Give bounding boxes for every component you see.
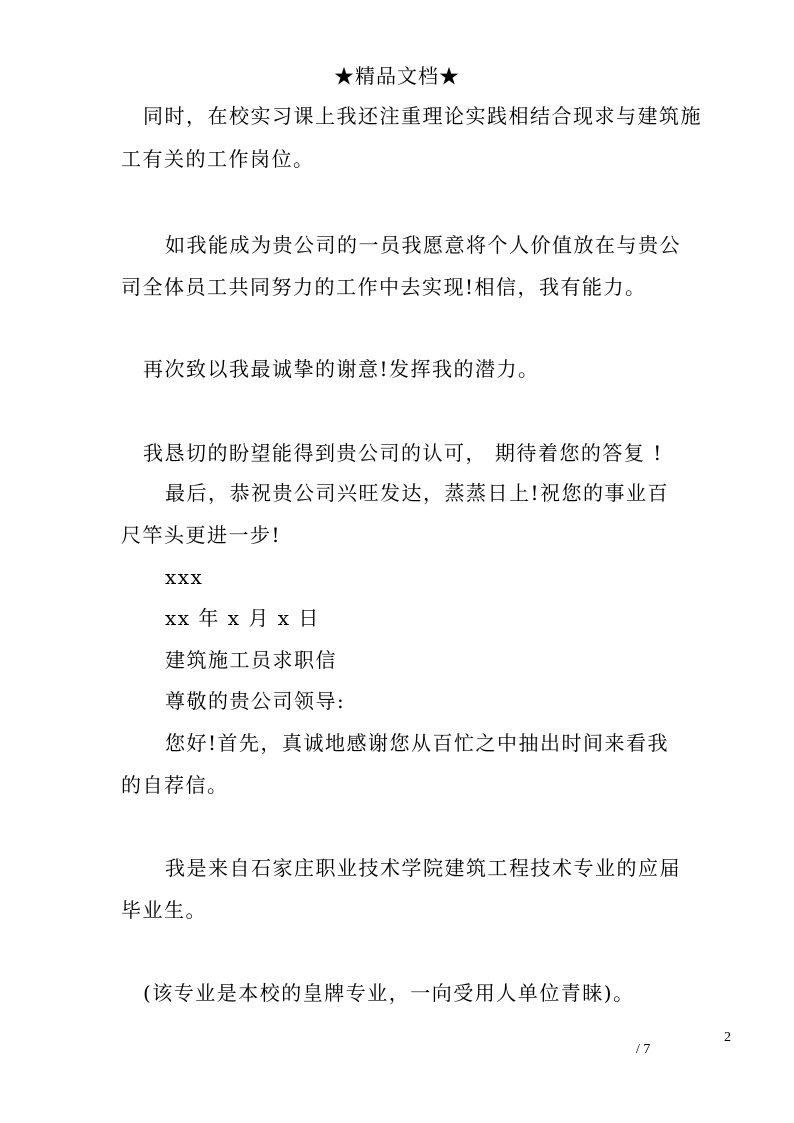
text-line: 尊敬的贵公司领导: xyxy=(165,689,346,713)
text-line: 尺竿头更进一步! xyxy=(121,523,282,547)
text-line: 的自荐信。 xyxy=(121,773,229,797)
text-line: (该专业是本校的皇牌专业，一向受用人单位青睐)。 xyxy=(143,981,635,1005)
page-number: 2 xyxy=(724,1030,731,1045)
page-total: / 7 xyxy=(636,1042,651,1057)
text-line: 建筑施工员求职信 xyxy=(165,648,337,672)
text-line: xx 年 x 月 x 日 xyxy=(165,606,320,630)
text-line: 同时，在校实习课上我还注重理论实践相结合现求与建筑施 xyxy=(143,104,702,128)
text-line: 司全体员工共同努力的工作中去实现!相信，我有能力。 xyxy=(121,275,647,299)
text-line: 如我能成为贵公司的一员我愿意将个人价值放在与贵公 xyxy=(165,233,681,257)
text-line: 最后，恭祝贵公司兴旺发达，蒸蒸日上!祝您的事业百 xyxy=(165,481,670,505)
text-line: 毕业生。 xyxy=(121,898,207,922)
page-header: ★精品文档★ xyxy=(334,64,460,88)
text-line: xxx xyxy=(165,565,204,589)
text-line: 再次致以我最诚挚的谢意!发挥我的潜力。 xyxy=(143,357,540,381)
text-line: 我恳切的盼望能得到贵公司的认可， 期待着您的答复 ! xyxy=(143,441,663,465)
text-line: 您好!首先，真诚地感谢您从百忙之中抽出时间来看我 xyxy=(165,731,670,755)
text-line: 工有关的工作岗位。 xyxy=(121,147,315,171)
text-line: 我是来自石家庄职业技术学院建筑工程技术专业的应届 xyxy=(165,856,681,880)
